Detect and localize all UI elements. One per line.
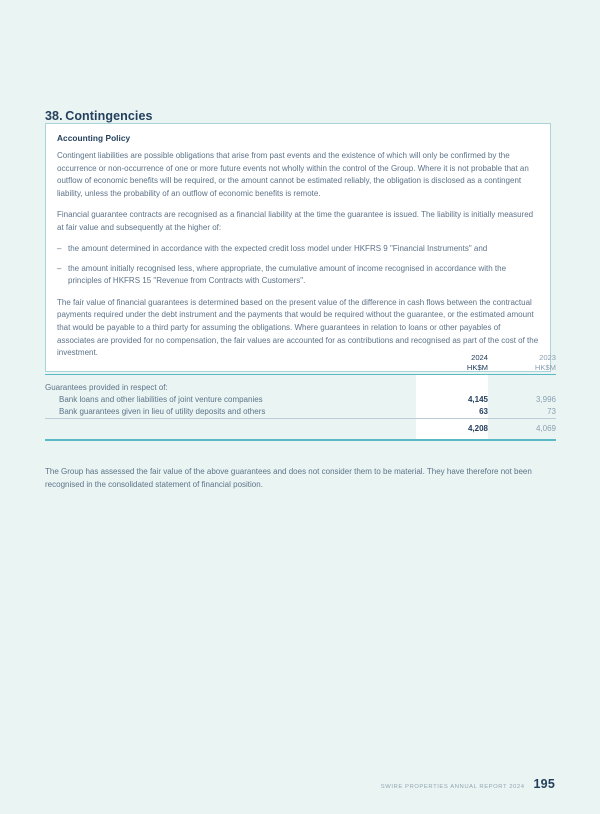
column-header-2024-year: 2024 — [471, 353, 488, 362]
dash-bullet-icon: – — [57, 263, 62, 273]
page-title — [45, 109, 153, 123]
list-item-text: the amount determined in accordance with the expected credit loss model under HKFRS 9 "Financial Instruments" and — [68, 244, 488, 254]
accounting-policy-paragraph-3: The fair value of financial guarantees is determined based on the present value of the difference in cash flows between the contractual payments required under the debt instrument and the payments that would be required without the guarantee, or the estimated amount that would be payable to a third party for assuming the obligations. Where guarantees in relation to loans or other payables of associates are provided for no compensation, the fair values are accounted for as contributions and recognised as part of the cost of the investment. — [57, 297, 539, 358]
column-header-2023 — [488, 353, 556, 374]
table-cell-2023 — [488, 374, 556, 394]
accounting-policy-heading: Accounting Policy — [57, 133, 131, 143]
total-label — [45, 418, 416, 440]
column-header-2024 — [416, 353, 488, 374]
table-row — [45, 394, 556, 406]
table-group-label: Guarantees provided in respect of: — [45, 382, 168, 392]
closing-note: The Group has assessed the fair value of the above guarantees and does not consider them to be material. They have therefore not been recognised in the consolidated statement of financial position. — [45, 467, 532, 489]
contingencies-table — [45, 353, 556, 441]
accounting-policy-bullet-list — [57, 243, 539, 288]
dash-bullet-icon: – — [57, 244, 62, 254]
table-row — [45, 406, 556, 419]
row-label: Bank loans and other liabilities of joint venture companies — [59, 394, 263, 404]
column-header-label — [45, 353, 416, 374]
table-cell-2024 — [416, 374, 488, 394]
list-item — [57, 243, 539, 256]
section-title: Contingencies — [65, 109, 153, 124]
section-number: 38. — [45, 109, 63, 124]
contingencies-table-container — [45, 353, 556, 441]
column-header-2024-unit: HK$M — [466, 363, 488, 373]
column-header-2023-year: 2023 — [539, 353, 556, 362]
accounting-policy-paragraph-1: Contingent liabilities are possible obligations that arise from past events and the existence of which will only be confirmed by the occurrence or non-occurrence of one or more future events not wholly within the control of the Group. Where it is not probable that an outflow of economic benefits will be required, or the amount cannot be estimated reliably, the obligation is disclosed as a contingent liability, unless the probability of an outflow of economic benefits is remote. — [57, 151, 529, 198]
list-item-text: the amount initially recognised less, where appropriate, the cumulative amount of income recognised in accordance with the principles of HKFRS 15 "Revenue from Contracts with Customers". — [68, 263, 507, 286]
page-footer — [381, 777, 555, 791]
table-row — [45, 374, 556, 394]
table-cell-2023: 73 — [547, 406, 556, 416]
footer-report-text: SWIRE PROPERTIES ANNUAL REPORT 2024 — [380, 784, 525, 790]
list-item — [57, 263, 539, 288]
accounting-policy-paragraph-2: Financial guarantee contracts are recognised as a financial liability at the time the guarantee is issued. The liability is initially measured at fair value and subsequently at the higher of: — [57, 210, 534, 232]
table-header — [45, 353, 556, 374]
table-total-row — [45, 418, 556, 440]
table-cell-2024: 63 — [416, 406, 488, 419]
accounting-policy-box — [45, 123, 551, 372]
total-cell-2024: 4,208 — [416, 418, 488, 440]
table-cell-2024: 4,145 — [416, 394, 488, 406]
table-body — [45, 374, 556, 440]
footer-page-number: 195 — [533, 777, 555, 791]
table-header-row — [45, 353, 556, 374]
row-label: Bank guarantees given in lieu of utility deposits and others — [59, 406, 266, 416]
total-cell-2023: 4,069 — [488, 418, 556, 440]
table-cell-2023: 3,996 — [535, 394, 556, 404]
column-header-2023-unit: HK$M — [534, 363, 556, 373]
